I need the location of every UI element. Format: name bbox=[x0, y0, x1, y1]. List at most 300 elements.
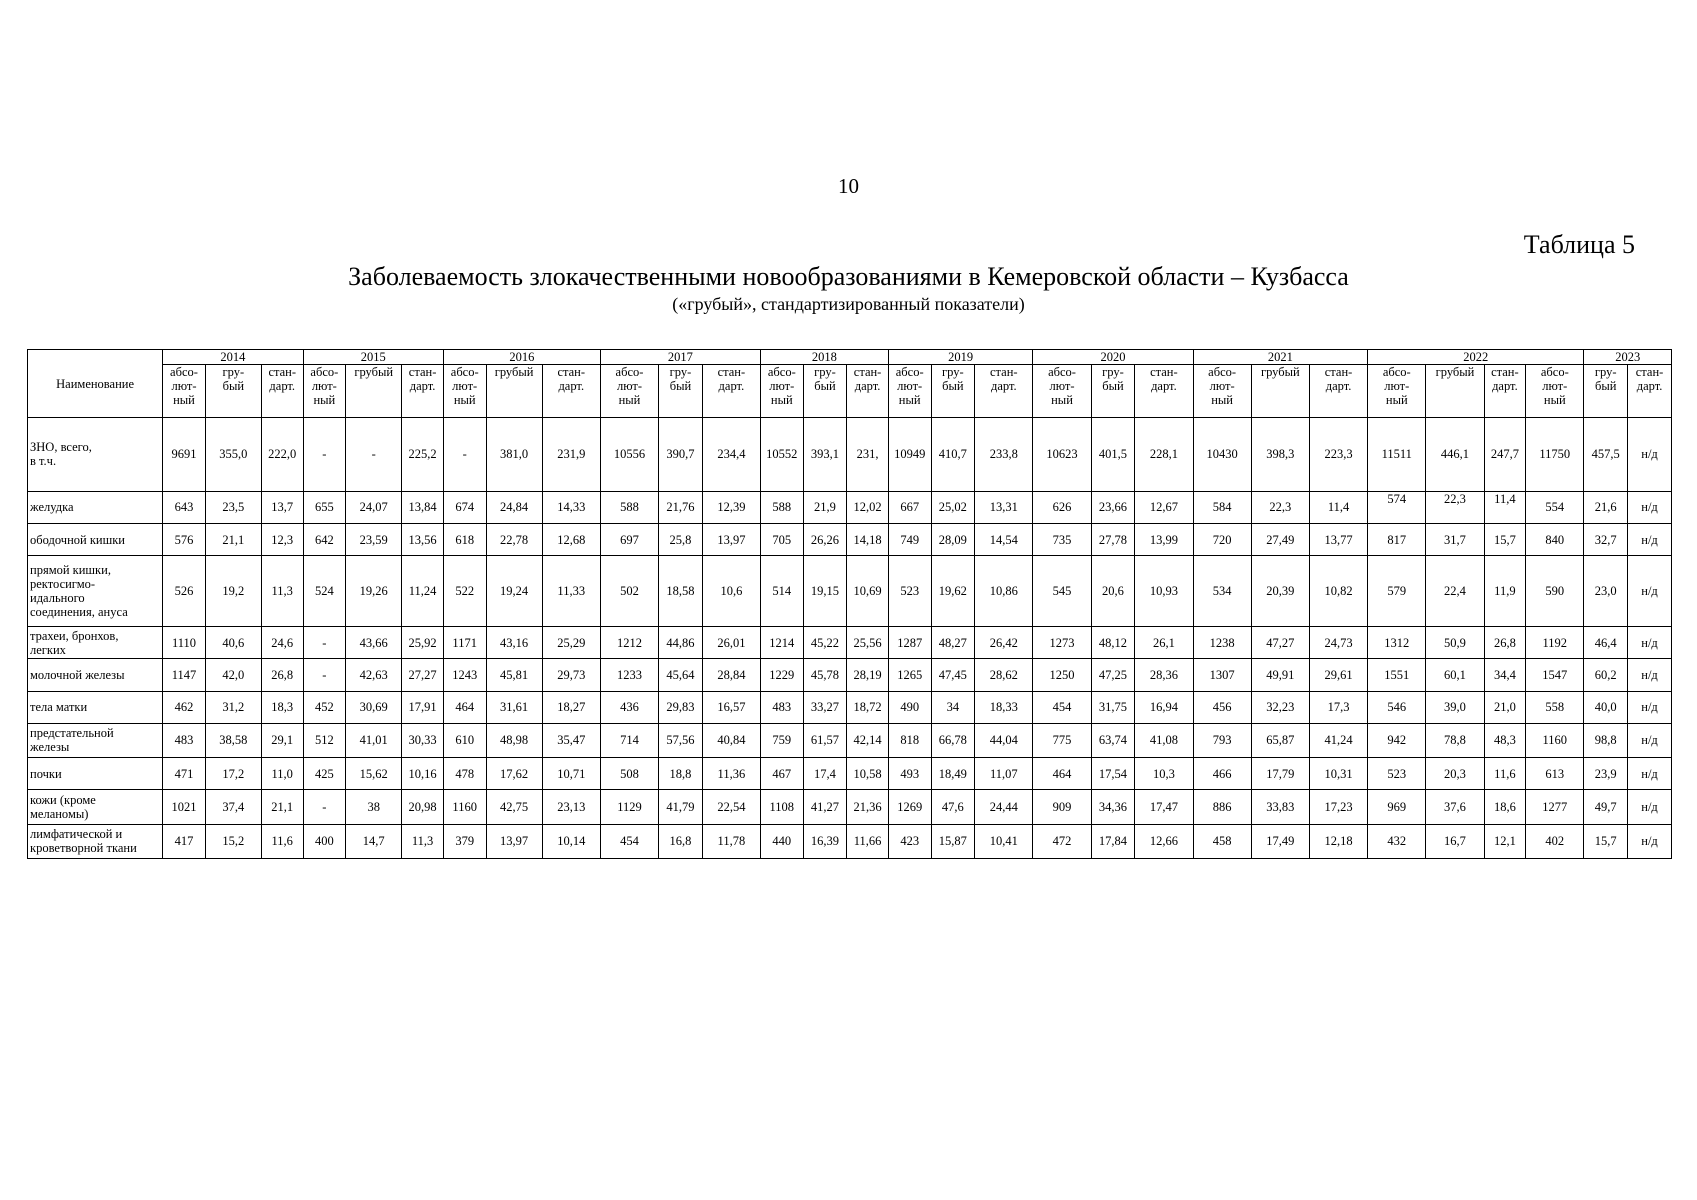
table-cell: 626 bbox=[1033, 491, 1091, 523]
table-cell: 24,07 bbox=[346, 491, 402, 523]
table-cell: 45,22 bbox=[803, 627, 847, 659]
table-cell: 10,93 bbox=[1135, 556, 1193, 627]
table-cell: 12,1 bbox=[1484, 824, 1526, 858]
table-cell: 25,56 bbox=[847, 627, 889, 659]
table-cell: 11,33 bbox=[542, 556, 600, 627]
row-name: почки bbox=[28, 758, 163, 790]
table-cell: 775 bbox=[1033, 723, 1091, 757]
table-cell: 61,57 bbox=[803, 723, 847, 757]
table-cell: 21,6 bbox=[1584, 491, 1628, 523]
table-cell: н/д bbox=[1628, 790, 1672, 824]
table-cell: 98,8 bbox=[1584, 723, 1628, 757]
table-cell: 17,84 bbox=[1091, 824, 1135, 858]
table-cell: 32,7 bbox=[1584, 524, 1628, 556]
table-cell: 11,3 bbox=[261, 556, 303, 627]
row-name: желудка bbox=[28, 491, 163, 523]
table-cell: 417 bbox=[163, 824, 206, 858]
table-cell: 21,1 bbox=[261, 790, 303, 824]
subheader-cell: абсо- лют- ный bbox=[1193, 365, 1251, 418]
table-cell: 457,5 bbox=[1584, 418, 1628, 492]
table-cell: 18,33 bbox=[975, 691, 1033, 723]
table-row bbox=[28, 491, 1672, 523]
table-cell: 21,36 bbox=[847, 790, 889, 824]
table-cell: н/д bbox=[1628, 659, 1672, 691]
subheader-cell: стан- дарт. bbox=[1484, 365, 1526, 418]
table-cell: 436 bbox=[600, 691, 658, 723]
table-cell: 398,3 bbox=[1251, 418, 1309, 492]
table-cell: 9691 bbox=[163, 418, 206, 492]
table-cell: 16,57 bbox=[702, 691, 760, 723]
table-cell: 33,83 bbox=[1251, 790, 1309, 824]
table-cell: 584 bbox=[1193, 491, 1251, 523]
table-cell: 11,36 bbox=[702, 758, 760, 790]
table-row bbox=[28, 627, 1672, 659]
table-cell: 13,99 bbox=[1135, 524, 1193, 556]
table-cell: 720 bbox=[1193, 524, 1251, 556]
table-cell: 17,23 bbox=[1309, 790, 1367, 824]
table-cell: 817 bbox=[1368, 524, 1426, 556]
table-cell: 1238 bbox=[1193, 627, 1251, 659]
table-cell: 30,33 bbox=[402, 723, 444, 757]
table-cell: 534 bbox=[1193, 556, 1251, 627]
subheader-cell: гру- бый bbox=[803, 365, 847, 418]
page-number: 10 bbox=[838, 174, 859, 198]
table-cell: 12,39 bbox=[702, 491, 760, 523]
table-cell: 502 bbox=[600, 556, 658, 627]
table-cell: 43,16 bbox=[486, 627, 542, 659]
table-cell: 655 bbox=[303, 491, 346, 523]
table-cell: 66,78 bbox=[931, 723, 975, 757]
table-cell: 440 bbox=[760, 824, 803, 858]
table-cell: 34,4 bbox=[1484, 659, 1526, 691]
table-cell: 41,27 bbox=[803, 790, 847, 824]
subheader-row bbox=[28, 365, 1672, 418]
table-cell: 11,4 bbox=[1309, 491, 1367, 523]
table-cell: 17,4 bbox=[803, 758, 847, 790]
table-cell: 44,04 bbox=[975, 723, 1033, 757]
table-cell: 12,02 bbox=[847, 491, 889, 523]
table-cell: 12,18 bbox=[1309, 824, 1367, 858]
table-cell: 18,27 bbox=[542, 691, 600, 723]
table-cell: - bbox=[346, 418, 402, 492]
year-header: 2019 bbox=[888, 350, 1033, 365]
table-cell: 10,82 bbox=[1309, 556, 1367, 627]
subheader-cell: абсо- лют- ный bbox=[303, 365, 346, 418]
table-cell: 11,6 bbox=[261, 824, 303, 858]
table-cell: 43,66 bbox=[346, 627, 402, 659]
table-subtitle: («грубый», стандартизированный показатели) bbox=[672, 294, 1025, 314]
table-cell: 13,7 bbox=[261, 491, 303, 523]
table-cell: н/д bbox=[1628, 524, 1672, 556]
table-cell: 25,8 bbox=[659, 524, 703, 556]
table-cell: 41,24 bbox=[1309, 723, 1367, 757]
table-cell: 381,0 bbox=[486, 418, 542, 492]
table-cell: 674 bbox=[443, 491, 486, 523]
table-cell: 818 bbox=[888, 723, 931, 757]
table-cell: 969 bbox=[1368, 790, 1426, 824]
table-cell: 467 bbox=[760, 758, 803, 790]
table-cell: 576 bbox=[163, 524, 206, 556]
table-cell: 16,8 bbox=[659, 824, 703, 858]
table-cell: 579 bbox=[1368, 556, 1426, 627]
table-cell: 20,6 bbox=[1091, 556, 1135, 627]
table-cell: 458 bbox=[1193, 824, 1251, 858]
year-header: 2015 bbox=[303, 350, 443, 365]
table-cell: 524 bbox=[303, 556, 346, 627]
table-cell: 23,66 bbox=[1091, 491, 1135, 523]
table-cell: 483 bbox=[760, 691, 803, 723]
table-cell: 546 bbox=[1368, 691, 1426, 723]
table-cell: 23,0 bbox=[1584, 556, 1628, 627]
table-cell: 48,98 bbox=[486, 723, 542, 757]
table-cell: 1160 bbox=[1526, 723, 1584, 757]
table-cell: 234,4 bbox=[702, 418, 760, 492]
table-cell: 10430 bbox=[1193, 418, 1251, 492]
table-cell: 34,36 bbox=[1091, 790, 1135, 824]
table-cell: 13,84 bbox=[402, 491, 444, 523]
table-cell: 231,9 bbox=[542, 418, 600, 492]
table-cell: 65,87 bbox=[1251, 723, 1309, 757]
table-cell: 27,27 bbox=[402, 659, 444, 691]
table-cell: 886 bbox=[1193, 790, 1251, 824]
table-cell: 464 bbox=[443, 691, 486, 723]
table-cell: 523 bbox=[1368, 758, 1426, 790]
table-row bbox=[28, 524, 1672, 556]
table-cell: 942 bbox=[1368, 723, 1426, 757]
subheader-cell: абсо- лют- ный bbox=[443, 365, 486, 418]
table-cell: 400 bbox=[303, 824, 346, 858]
table-cell: 588 bbox=[760, 491, 803, 523]
table-cell: 446,1 bbox=[1426, 418, 1484, 492]
table-cell: 15,2 bbox=[205, 824, 261, 858]
table-cell: 558 bbox=[1526, 691, 1584, 723]
table-cell: 47,25 bbox=[1091, 659, 1135, 691]
table-cell: 840 bbox=[1526, 524, 1584, 556]
table-cell: 588 bbox=[600, 491, 658, 523]
table-cell: 13,97 bbox=[702, 524, 760, 556]
table-cell: 57,56 bbox=[659, 723, 703, 757]
table-cell: 40,0 bbox=[1584, 691, 1628, 723]
table-cell: 478 bbox=[443, 758, 486, 790]
table-cell: 17,49 bbox=[1251, 824, 1309, 858]
table-cell: 508 bbox=[600, 758, 658, 790]
table-cell: 17,79 bbox=[1251, 758, 1309, 790]
table-cell: 17,47 bbox=[1135, 790, 1193, 824]
subheader-cell: гру- бый bbox=[205, 365, 261, 418]
subheader-cell: абсо- лют- ный bbox=[888, 365, 931, 418]
table-cell: 19,2 bbox=[205, 556, 261, 627]
table-cell: 1147 bbox=[163, 659, 206, 691]
table-cell: 452 bbox=[303, 691, 346, 723]
table-cell: 10,71 bbox=[542, 758, 600, 790]
table-cell: 20,3 bbox=[1426, 758, 1484, 790]
table-cell: 10,86 bbox=[975, 556, 1033, 627]
subheader-cell: абсо- лют- ный bbox=[1526, 365, 1584, 418]
table-cell: 466 bbox=[1193, 758, 1251, 790]
table-cell: 355,0 bbox=[205, 418, 261, 492]
table-cell: 14,7 bbox=[346, 824, 402, 858]
table-cell: 32,23 bbox=[1251, 691, 1309, 723]
year-header: 2018 bbox=[760, 350, 888, 365]
table-cell: 17,54 bbox=[1091, 758, 1135, 790]
table-cell: 423 bbox=[888, 824, 931, 858]
row-name: ЗНО, всего, в т.ч. bbox=[28, 418, 163, 492]
table-cell: н/д bbox=[1628, 723, 1672, 757]
table-cell: 48,3 bbox=[1484, 723, 1526, 757]
table-cell: 390,7 bbox=[659, 418, 703, 492]
subheader-cell: грубый bbox=[486, 365, 542, 418]
table-cell: 714 bbox=[600, 723, 658, 757]
table-cell: 24,6 bbox=[261, 627, 303, 659]
table-cell: 42,0 bbox=[205, 659, 261, 691]
table-cell: 1229 bbox=[760, 659, 803, 691]
table-cell: 29,83 bbox=[659, 691, 703, 723]
table-cell: 26,01 bbox=[702, 627, 760, 659]
table-cell: 29,1 bbox=[261, 723, 303, 757]
table-cell: 17,3 bbox=[1309, 691, 1367, 723]
year-header: 2017 bbox=[600, 350, 760, 365]
table-cell: 45,81 bbox=[486, 659, 542, 691]
table-cell: 29,73 bbox=[542, 659, 600, 691]
year-header: 2014 bbox=[163, 350, 303, 365]
table-cell: 11,3 bbox=[402, 824, 444, 858]
table-cell: 28,84 bbox=[702, 659, 760, 691]
table-cell: 28,36 bbox=[1135, 659, 1193, 691]
table-cell: 759 bbox=[760, 723, 803, 757]
table-cell: - bbox=[303, 627, 346, 659]
table-cell: 23,59 bbox=[346, 524, 402, 556]
table-cell: 13,31 bbox=[975, 491, 1033, 523]
table-cell: 39,0 bbox=[1426, 691, 1484, 723]
subheader-cell: стан- дарт. bbox=[702, 365, 760, 418]
table-cell: 454 bbox=[1033, 691, 1091, 723]
table-cell: 13,97 bbox=[486, 824, 542, 858]
table-cell: 472 bbox=[1033, 824, 1091, 858]
table-row bbox=[28, 758, 1672, 790]
table-cell: 78,8 bbox=[1426, 723, 1484, 757]
table-cell: 402 bbox=[1526, 824, 1584, 858]
table-cell: 1233 bbox=[600, 659, 658, 691]
subheader-cell: стан- дарт. bbox=[1309, 365, 1367, 418]
table-cell: 1214 bbox=[760, 627, 803, 659]
table-row bbox=[28, 418, 1672, 492]
table-cell: н/д bbox=[1628, 691, 1672, 723]
table-cell: 18,49 bbox=[931, 758, 975, 790]
table-cell: 47,6 bbox=[931, 790, 975, 824]
table-cell: 21,76 bbox=[659, 491, 703, 523]
table-cell: 12,67 bbox=[1135, 491, 1193, 523]
table-cell: 45,64 bbox=[659, 659, 703, 691]
table-cell: 27,49 bbox=[1251, 524, 1309, 556]
subheader-cell: абсо- лют- ный bbox=[1033, 365, 1091, 418]
name-column-header: Наименование bbox=[28, 350, 163, 418]
table-cell: 48,12 bbox=[1091, 627, 1135, 659]
table-cell: 26,26 bbox=[803, 524, 847, 556]
table-cell: 613 bbox=[1526, 758, 1584, 790]
table-cell: н/д bbox=[1628, 556, 1672, 627]
table-cell: 425 bbox=[303, 758, 346, 790]
table-cell: 33,27 bbox=[803, 691, 847, 723]
table-cell: 42,14 bbox=[847, 723, 889, 757]
table-cell: 493 bbox=[888, 758, 931, 790]
table-cell: 16,94 bbox=[1135, 691, 1193, 723]
incidence-table bbox=[27, 349, 1672, 859]
table-cell: 590 bbox=[1526, 556, 1584, 627]
table-cell: 37,4 bbox=[205, 790, 261, 824]
table-cell: 29,61 bbox=[1309, 659, 1367, 691]
table-cell: 27,78 bbox=[1091, 524, 1135, 556]
table-cell: 379 bbox=[443, 824, 486, 858]
table-cell: 22,78 bbox=[486, 524, 542, 556]
table-cell: 1551 bbox=[1368, 659, 1426, 691]
table-cell: - bbox=[303, 418, 346, 492]
table-cell: 23,5 bbox=[205, 491, 261, 523]
table-cell: 228,1 bbox=[1135, 418, 1193, 492]
table-cell: 432 bbox=[1368, 824, 1426, 858]
table-cell: 667 bbox=[888, 491, 931, 523]
table-cell: 1307 bbox=[1193, 659, 1251, 691]
table-cell: 46,4 bbox=[1584, 627, 1628, 659]
table-cell: 15,7 bbox=[1484, 524, 1526, 556]
table-cell: 12,68 bbox=[542, 524, 600, 556]
table-cell: 514 bbox=[760, 556, 803, 627]
row-name: ободочной кишки bbox=[28, 524, 163, 556]
table-cell: 456 bbox=[1193, 691, 1251, 723]
table-cell: 23,9 bbox=[1584, 758, 1628, 790]
table-cell: 25,29 bbox=[542, 627, 600, 659]
year-header-row bbox=[28, 350, 1672, 365]
table-cell: 11,9 bbox=[1484, 556, 1526, 627]
table-cell: 18,8 bbox=[659, 758, 703, 790]
table-cell: 19,26 bbox=[346, 556, 402, 627]
table-cell: 11,66 bbox=[847, 824, 889, 858]
table-cell: 697 bbox=[600, 524, 658, 556]
year-header: 2023 bbox=[1584, 350, 1672, 365]
table-cell: 19,24 bbox=[486, 556, 542, 627]
table-cell: - bbox=[443, 418, 486, 492]
table-cell: 10,69 bbox=[847, 556, 889, 627]
table-cell: 18,6 bbox=[1484, 790, 1526, 824]
table-cell: 20,39 bbox=[1251, 556, 1309, 627]
table-cell: 60,1 bbox=[1426, 659, 1484, 691]
table-cell: 11,4 bbox=[1484, 491, 1526, 523]
table-cell: 41,79 bbox=[659, 790, 703, 824]
subheader-cell: стан- дарт. bbox=[402, 365, 444, 418]
table-cell: 618 bbox=[443, 524, 486, 556]
table-cell: 1129 bbox=[600, 790, 658, 824]
table-cell: 909 bbox=[1033, 790, 1091, 824]
table-cell: 735 bbox=[1033, 524, 1091, 556]
table-cell: 10,14 bbox=[542, 824, 600, 858]
subheader-cell: гру- бый bbox=[1584, 365, 1628, 418]
table-cell: 18,72 bbox=[847, 691, 889, 723]
table-cell: 48,27 bbox=[931, 627, 975, 659]
subheader-cell: абсо- лют- ный bbox=[600, 365, 658, 418]
table-cell: 1192 bbox=[1526, 627, 1584, 659]
table-cell: 15,7 bbox=[1584, 824, 1628, 858]
table-cell: н/д bbox=[1628, 824, 1672, 858]
table-cell: 24,73 bbox=[1309, 627, 1367, 659]
year-header: 2022 bbox=[1368, 350, 1584, 365]
table-cell: 19,15 bbox=[803, 556, 847, 627]
table-cell: 749 bbox=[888, 524, 931, 556]
table-cell: 11,07 bbox=[975, 758, 1033, 790]
table-cell: 10,58 bbox=[847, 758, 889, 790]
table-cell: 30,69 bbox=[346, 691, 402, 723]
table-row bbox=[28, 556, 1672, 627]
table-cell: 44,86 bbox=[659, 627, 703, 659]
table-cell: 47,45 bbox=[931, 659, 975, 691]
table-cell: 18,3 bbox=[261, 691, 303, 723]
table-cell: 24,84 bbox=[486, 491, 542, 523]
table-cell: 454 bbox=[600, 824, 658, 858]
table-cell: 11,78 bbox=[702, 824, 760, 858]
table-cell: 25,92 bbox=[402, 627, 444, 659]
table-cell: 63,74 bbox=[1091, 723, 1135, 757]
table-cell: 490 bbox=[888, 691, 931, 723]
table-cell: 14,33 bbox=[542, 491, 600, 523]
table-cell: 17,62 bbox=[486, 758, 542, 790]
table-cell: - bbox=[303, 659, 346, 691]
table-cell: 522 bbox=[443, 556, 486, 627]
table-cell: 393,1 bbox=[803, 418, 847, 492]
table-cell: 11,6 bbox=[1484, 758, 1526, 790]
table-cell: 1108 bbox=[760, 790, 803, 824]
table-cell: 401,5 bbox=[1091, 418, 1135, 492]
table-cell: 545 bbox=[1033, 556, 1091, 627]
table-row bbox=[28, 723, 1672, 757]
table-cell: 17,2 bbox=[205, 758, 261, 790]
table-cell: 223,3 bbox=[1309, 418, 1367, 492]
table-cell: 14,54 bbox=[975, 524, 1033, 556]
table-cell: 38 bbox=[346, 790, 402, 824]
table-cell: 12,3 bbox=[261, 524, 303, 556]
row-name: молочной железы bbox=[28, 659, 163, 691]
table-cell: 1160 bbox=[443, 790, 486, 824]
table-cell: 462 bbox=[163, 691, 206, 723]
table-cell: 40,6 bbox=[205, 627, 261, 659]
row-name: лимфатической и кроветворной ткани bbox=[28, 824, 163, 858]
table-cell: 28,62 bbox=[975, 659, 1033, 691]
table-cell: 18,58 bbox=[659, 556, 703, 627]
table-row bbox=[28, 790, 1672, 824]
table-cell: 31,7 bbox=[1426, 524, 1484, 556]
row-name: прямой кишки, ректосигмо- идального соединения, ануса bbox=[28, 556, 163, 627]
table-cell: 13,77 bbox=[1309, 524, 1367, 556]
year-header: 2021 bbox=[1193, 350, 1368, 365]
table-cell: 19,62 bbox=[931, 556, 975, 627]
table-cell: 42,63 bbox=[346, 659, 402, 691]
table-cell: 1273 bbox=[1033, 627, 1091, 659]
table-cell: 1021 bbox=[163, 790, 206, 824]
table-row bbox=[28, 691, 1672, 723]
table-cell: 31,61 bbox=[486, 691, 542, 723]
table-cell: 1269 bbox=[888, 790, 931, 824]
table-cell: 10,3 bbox=[1135, 758, 1193, 790]
table-cell: 10623 bbox=[1033, 418, 1091, 492]
subheader-cell: стан- дарт. bbox=[261, 365, 303, 418]
subheader-cell: грубый bbox=[1251, 365, 1309, 418]
subheader-cell: стан- дарт. bbox=[975, 365, 1033, 418]
subheader-cell: гру- бый bbox=[931, 365, 975, 418]
table-cell: 31,75 bbox=[1091, 691, 1135, 723]
table-cell: 31,2 bbox=[205, 691, 261, 723]
table-cell: н/д bbox=[1628, 491, 1672, 523]
subheader-cell: гру- бый bbox=[659, 365, 703, 418]
table-label: Таблица 5 bbox=[1523, 230, 1635, 259]
table-cell: 35,47 bbox=[542, 723, 600, 757]
table-cell: 1212 bbox=[600, 627, 658, 659]
